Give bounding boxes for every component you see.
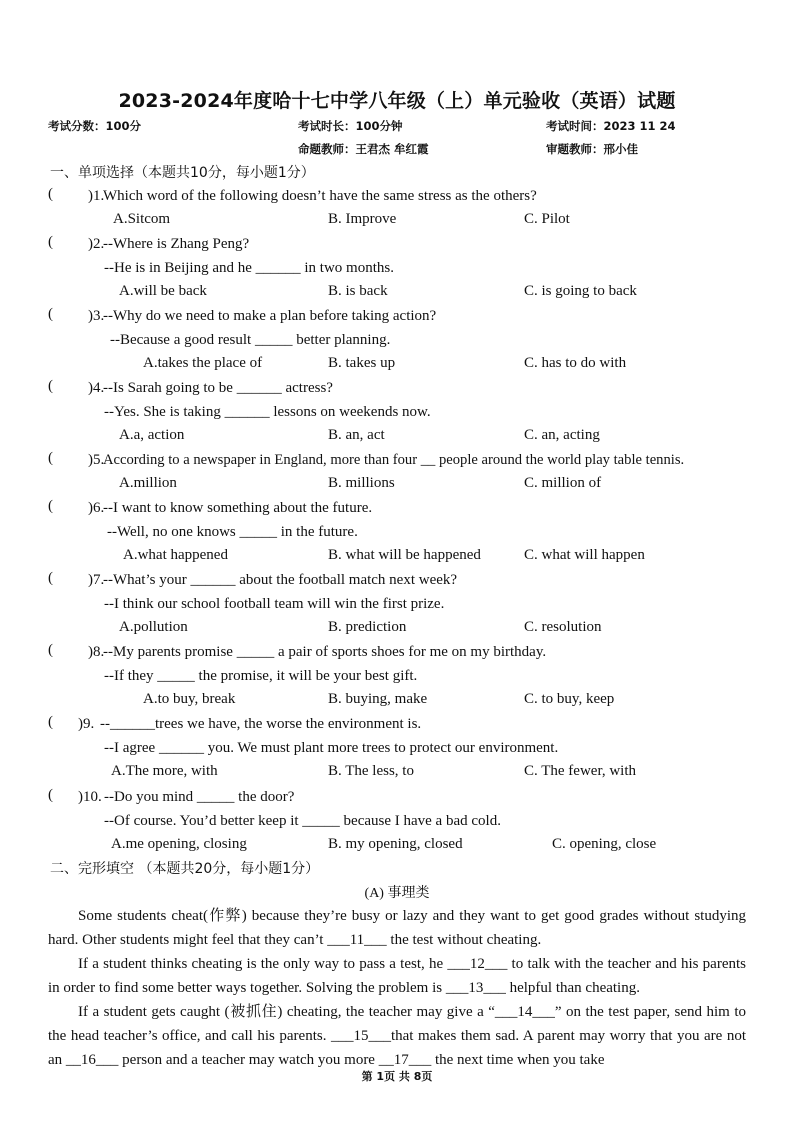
question-number: )5. bbox=[88, 452, 105, 468]
option-b: B. my opening, closed bbox=[328, 836, 463, 852]
option-c: C. million of bbox=[524, 475, 602, 491]
question-setters: 命题教师：王君杰 牟红霞 bbox=[298, 142, 429, 156]
option-a: A.what happened bbox=[123, 547, 228, 563]
question-number: )6. bbox=[88, 500, 105, 516]
option-b: B. buying, make bbox=[328, 691, 428, 707]
question-number: )2. bbox=[88, 236, 105, 252]
answer-bracket: ( bbox=[48, 378, 53, 394]
option-c: C. opening, close bbox=[552, 836, 657, 852]
page-footer: 第 1页 共 8页 bbox=[361, 1070, 433, 1083]
option-b: B. takes up bbox=[328, 355, 396, 371]
question-stem: --I want to know something about the future. bbox=[103, 500, 373, 516]
passage-subtitle: (A) 事理类 bbox=[364, 886, 430, 901]
answer-bracket: ( bbox=[48, 234, 53, 250]
question-number: )10. bbox=[78, 789, 102, 805]
question-number: )3. bbox=[88, 308, 105, 324]
option-b: B. Improve bbox=[328, 211, 397, 227]
reviewer: 审题教师：邢小佳 bbox=[546, 142, 638, 156]
question-stem: --Is Sarah going to be ______ actress? bbox=[103, 380, 333, 396]
option-a: A.me opening, closing bbox=[111, 836, 247, 852]
question-reply: --Well, no one knows _____ in the future. bbox=[107, 524, 358, 540]
answer-bracket: ( bbox=[48, 450, 53, 466]
question-reply: --Because a good result _____ better planning. bbox=[110, 332, 391, 348]
question-stem: --Do you mind _____ the door? bbox=[104, 789, 295, 805]
question-reply: --If they _____ the promise, it will be your best gift. bbox=[104, 668, 418, 684]
answer-bracket: ( bbox=[48, 642, 53, 658]
option-a: A.a, action bbox=[119, 427, 185, 443]
question-reply: --He is in Beijing and he ______ in two months. bbox=[104, 260, 394, 276]
question-number: )8. bbox=[88, 644, 105, 660]
question-stem: --______trees we have, the worse the environment is. bbox=[100, 716, 422, 732]
option-b: B. an, act bbox=[328, 427, 385, 443]
passage-paragraph-2: If a student thinks cheating is the only way to pass a test, he ___12___ to talk with the teacher and his parents in order to find some better ways together. Solving the problem is ___13___ helpful than cheating. bbox=[48, 956, 746, 996]
question-stem: According to a newspaper in England, more than four __ people around the world play table tennis. bbox=[103, 452, 685, 468]
option-b: B. The less, to bbox=[328, 763, 414, 779]
option-a: A.million bbox=[119, 475, 177, 491]
answer-bracket: ( bbox=[48, 186, 53, 202]
section-2-heading: 二、完形填空 （本题共20分，每小题1分） bbox=[50, 861, 320, 877]
option-c: C. The fewer, with bbox=[524, 763, 637, 779]
question-stem: --Where is Zhang Peng? bbox=[103, 236, 250, 252]
answer-bracket: ( bbox=[48, 570, 53, 586]
question-stem: Which word of the following doesn’t have the same stress as the others? bbox=[103, 188, 537, 204]
option-a: A.The more, with bbox=[111, 763, 218, 779]
question-stem: --My parents promise _____ a pair of sports shoes for me on my birthday. bbox=[103, 644, 547, 660]
option-a: A.Sitcom bbox=[113, 211, 171, 227]
answer-bracket: ( bbox=[48, 787, 53, 803]
exam-score: 考试分数：100分 bbox=[48, 119, 142, 133]
question-number: )9. bbox=[78, 716, 95, 732]
question-number: )4. bbox=[88, 380, 105, 396]
question-number: )7. bbox=[88, 572, 105, 588]
option-c: C. to buy, keep bbox=[524, 691, 615, 707]
option-a: A.will be back bbox=[119, 283, 207, 299]
section-1-heading: 一、单项选择（本题共10分，每小题1分） bbox=[50, 165, 315, 181]
option-c: C. has to do with bbox=[524, 355, 627, 371]
question-number: )1. bbox=[88, 188, 105, 204]
option-b: B. millions bbox=[328, 475, 395, 491]
option-a: A.to buy, break bbox=[143, 691, 236, 707]
option-b: B. what will be happened bbox=[328, 547, 481, 563]
question-stem: --Why do we need to make a plan before taking action? bbox=[103, 308, 437, 324]
question-reply: --Of course. You’d better keep it _____ because I have a bad cold. bbox=[104, 813, 501, 829]
option-c: C. is going to back bbox=[524, 283, 637, 299]
exam-duration: 考试时长：100分钟 bbox=[298, 119, 403, 133]
answer-bracket: ( bbox=[48, 714, 53, 730]
option-b: B. is back bbox=[328, 283, 388, 299]
option-c: C. resolution bbox=[524, 619, 602, 635]
exam-date: 考试时间：2023 11 24 bbox=[546, 119, 676, 133]
option-c: C. what will happen bbox=[524, 547, 645, 563]
option-a: A.takes the place of bbox=[143, 355, 263, 371]
option-a: A.pollution bbox=[119, 619, 188, 635]
passage-paragraph-1: Some students cheat(作弊) because they’re busy or lazy and they want to get good grades without studying hard. Other students might feel that they can’t ___11___ the test without cheating. bbox=[48, 908, 746, 948]
passage-paragraph-3: If a student gets caught (被抓住) cheating, the teacher may give a “___14___” on the test paper, send him to the head teacher’s office, and call his parents. ___15___that makes them sad. A parent may worry that you are not an __16___ person and a teacher may watch you more __17___ the next time when you take bbox=[48, 1004, 746, 1068]
page-title: 2023-2024年度哈十七中学八年级（上）单元验收（英语）试题 bbox=[118, 90, 676, 112]
answer-bracket: ( bbox=[48, 498, 53, 514]
option-c: C. Pilot bbox=[524, 211, 570, 227]
question-reply: --I agree ______ you. We must plant more trees to protect our environment. bbox=[104, 740, 559, 756]
question-reply: --Yes. She is taking ______ lessons on weekends now. bbox=[104, 404, 431, 420]
option-c: C. an, acting bbox=[524, 427, 600, 443]
question-stem: --What’s your ______ about the football match next week? bbox=[103, 572, 458, 588]
answer-bracket: ( bbox=[48, 306, 53, 322]
option-b: B. prediction bbox=[328, 619, 407, 635]
question-reply: --I think our school football team will win the first prize. bbox=[104, 596, 445, 612]
